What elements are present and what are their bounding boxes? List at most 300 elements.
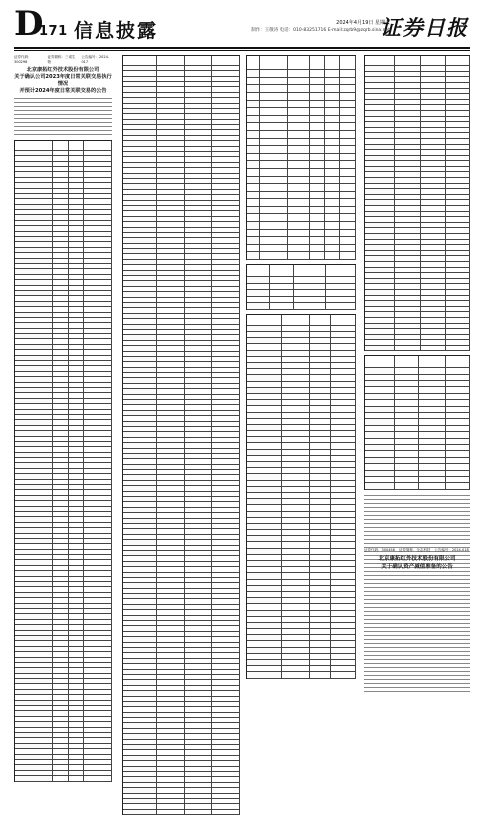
table-cell bbox=[69, 507, 84, 511]
table-cell bbox=[15, 453, 53, 457]
table-cell bbox=[185, 643, 212, 647]
table-cell bbox=[446, 83, 470, 88]
table-cell bbox=[310, 555, 331, 560]
table-cell bbox=[212, 675, 240, 679]
table-cell bbox=[212, 335, 240, 339]
table-cell bbox=[247, 177, 260, 184]
table-cell bbox=[282, 629, 310, 634]
table-cell bbox=[53, 334, 68, 338]
table-cell bbox=[247, 617, 282, 622]
table-cell bbox=[419, 445, 445, 450]
table-cell bbox=[157, 702, 185, 706]
table-cell bbox=[260, 245, 288, 252]
table-cell bbox=[421, 56, 445, 65]
table-cell bbox=[421, 240, 445, 245]
table-cell bbox=[421, 234, 445, 239]
table-cell bbox=[365, 290, 395, 295]
table-cell bbox=[123, 276, 157, 280]
table-cell bbox=[69, 313, 84, 317]
table-cell bbox=[212, 130, 240, 134]
table-cell bbox=[123, 104, 157, 108]
table-cell bbox=[446, 368, 470, 373]
table-cell bbox=[53, 550, 68, 554]
table-cell bbox=[310, 542, 331, 547]
table-cell bbox=[395, 335, 421, 340]
table-cell bbox=[53, 706, 68, 710]
table-cell bbox=[331, 524, 356, 529]
table-cell bbox=[84, 690, 112, 694]
table-cell bbox=[288, 230, 310, 237]
table-cell bbox=[282, 654, 310, 659]
table-cell bbox=[185, 761, 212, 765]
table-cell bbox=[123, 98, 157, 102]
table-cell bbox=[53, 399, 68, 403]
table-cell bbox=[446, 66, 470, 71]
table-row bbox=[365, 483, 470, 489]
table-cell bbox=[123, 357, 157, 361]
table-cell bbox=[15, 426, 53, 430]
table-cell bbox=[185, 691, 212, 695]
table-cell bbox=[185, 438, 212, 442]
table-cell bbox=[446, 419, 470, 424]
table-cell bbox=[157, 373, 185, 377]
table-cell bbox=[84, 701, 112, 705]
table-cell bbox=[185, 810, 212, 814]
table-cell bbox=[69, 410, 84, 414]
table-cell bbox=[53, 356, 68, 360]
table-cell bbox=[185, 524, 212, 528]
table-cell bbox=[123, 233, 157, 237]
table-cell bbox=[365, 139, 395, 144]
table-cell bbox=[247, 93, 260, 100]
table-cell bbox=[212, 184, 240, 188]
table-cell bbox=[157, 653, 185, 657]
table-cell bbox=[84, 313, 112, 317]
table-cell bbox=[282, 549, 310, 554]
table-cell bbox=[325, 78, 340, 85]
table-cell bbox=[157, 179, 185, 183]
table-cell bbox=[157, 211, 185, 215]
table-cell bbox=[84, 555, 112, 559]
table-cell bbox=[212, 691, 240, 695]
data-table bbox=[364, 55, 470, 351]
table-cell bbox=[419, 394, 445, 399]
table-cell bbox=[325, 108, 340, 115]
table-cell bbox=[365, 111, 395, 116]
table-cell bbox=[212, 432, 240, 436]
table-cell bbox=[310, 70, 325, 77]
table-cell bbox=[15, 663, 53, 667]
table-cell bbox=[446, 279, 470, 284]
table-cell bbox=[157, 195, 185, 199]
table-cell bbox=[310, 660, 331, 665]
table-cell bbox=[123, 427, 157, 431]
table-cell bbox=[395, 172, 421, 177]
table-cell bbox=[419, 381, 445, 386]
table-cell bbox=[212, 281, 240, 285]
table-cell bbox=[53, 668, 68, 672]
table-cell bbox=[185, 411, 212, 415]
table-cell bbox=[53, 167, 68, 171]
table-cell bbox=[157, 325, 185, 329]
table-cell bbox=[185, 621, 212, 625]
table-cell bbox=[282, 493, 310, 498]
table-cell bbox=[123, 330, 157, 334]
table-cell bbox=[421, 189, 445, 194]
table-cell bbox=[123, 395, 157, 399]
table-cell bbox=[325, 139, 340, 146]
table-cell bbox=[340, 116, 356, 123]
table-cell bbox=[212, 573, 240, 577]
table-cell bbox=[421, 111, 445, 116]
table-cell bbox=[288, 161, 310, 168]
table-cell bbox=[446, 312, 470, 317]
table-cell bbox=[185, 389, 212, 393]
table-cell bbox=[185, 184, 212, 188]
table-cell bbox=[69, 141, 84, 150]
table-cell bbox=[69, 248, 84, 252]
table-cell bbox=[123, 130, 157, 134]
table-cell bbox=[365, 206, 395, 211]
table-cell bbox=[69, 415, 84, 419]
table-cell bbox=[247, 363, 282, 368]
table-cell bbox=[157, 589, 185, 593]
table-cell bbox=[84, 210, 112, 214]
table-cell bbox=[395, 324, 421, 329]
table-cell bbox=[421, 245, 445, 250]
table-cell bbox=[395, 128, 421, 133]
table-cell bbox=[288, 237, 310, 244]
table-cell bbox=[185, 680, 212, 684]
table-cell bbox=[69, 614, 84, 618]
table-cell bbox=[123, 260, 157, 264]
table-cell bbox=[446, 251, 470, 256]
table-cell bbox=[15, 593, 53, 597]
table-cell bbox=[123, 87, 157, 91]
table-cell bbox=[157, 238, 185, 242]
table-cell bbox=[247, 413, 282, 418]
table-cell bbox=[310, 450, 331, 455]
table-cell bbox=[15, 404, 53, 408]
table-cell bbox=[84, 226, 112, 230]
table-cell bbox=[212, 298, 240, 302]
table-cell bbox=[53, 744, 68, 748]
table-cell bbox=[15, 167, 53, 171]
table-cell bbox=[260, 161, 288, 168]
table-cell bbox=[247, 518, 282, 523]
table-cell bbox=[69, 571, 84, 575]
table-cell bbox=[395, 307, 421, 312]
table-cell bbox=[212, 330, 240, 334]
table-cell bbox=[84, 760, 112, 764]
table-cell bbox=[446, 273, 470, 278]
table-cell bbox=[340, 252, 356, 259]
table-cell bbox=[185, 93, 212, 97]
table-cell bbox=[212, 244, 240, 248]
table-cell bbox=[123, 400, 157, 404]
table-cell bbox=[185, 265, 212, 269]
table-row bbox=[247, 131, 356, 139]
table-cell bbox=[185, 168, 212, 172]
table-cell bbox=[212, 637, 240, 641]
table-cell bbox=[212, 659, 240, 663]
table-cell bbox=[212, 756, 240, 760]
table-cell bbox=[331, 536, 356, 541]
table-cell bbox=[395, 375, 419, 380]
table-cell bbox=[53, 760, 68, 764]
table-cell bbox=[185, 125, 212, 129]
table-cell bbox=[212, 157, 240, 161]
table-cell bbox=[84, 501, 112, 505]
table-cell bbox=[247, 146, 260, 153]
table-cell bbox=[123, 583, 157, 587]
table-cell bbox=[212, 87, 240, 91]
table-cell bbox=[123, 567, 157, 571]
table-cell bbox=[53, 722, 68, 726]
table-cell bbox=[157, 502, 185, 506]
table-cell bbox=[53, 674, 68, 678]
table-cell bbox=[53, 237, 68, 241]
table-cell bbox=[365, 483, 395, 488]
table-cell bbox=[331, 406, 356, 411]
table-cell bbox=[446, 178, 470, 183]
table-cell bbox=[123, 109, 157, 113]
table-cell bbox=[69, 663, 84, 667]
table-cell bbox=[185, 362, 212, 366]
table-cell bbox=[446, 307, 470, 312]
table-cell bbox=[446, 451, 470, 456]
table-cell bbox=[212, 718, 240, 722]
table-cell bbox=[331, 672, 356, 677]
table-cell bbox=[69, 232, 84, 236]
table-cell bbox=[157, 87, 185, 91]
table-cell bbox=[53, 496, 68, 500]
table-cell bbox=[84, 534, 112, 538]
table-row bbox=[365, 346, 470, 352]
table-cell bbox=[157, 190, 185, 194]
table-cell bbox=[270, 284, 295, 290]
table-cell bbox=[421, 262, 445, 267]
table-cell bbox=[247, 641, 282, 646]
table-cell bbox=[69, 555, 84, 559]
table-cell bbox=[185, 772, 212, 776]
table-cell bbox=[69, 307, 84, 311]
table-cell bbox=[53, 776, 68, 780]
table-cell bbox=[331, 344, 356, 349]
table-cell bbox=[331, 413, 356, 418]
table-cell bbox=[84, 388, 112, 392]
table-cell bbox=[395, 251, 421, 256]
table-row bbox=[247, 184, 356, 192]
masthead-rule-thin bbox=[14, 50, 470, 51]
table-cell bbox=[157, 513, 185, 517]
table-cell bbox=[157, 616, 185, 620]
table-cell bbox=[325, 169, 340, 176]
table-cell bbox=[331, 326, 356, 331]
table-cell bbox=[53, 555, 68, 559]
table-cell bbox=[15, 560, 53, 564]
table-cell bbox=[69, 523, 84, 527]
table-cell bbox=[282, 400, 310, 405]
table-cell bbox=[123, 292, 157, 296]
table-cell bbox=[395, 145, 421, 150]
table-cell bbox=[282, 648, 310, 653]
table-cell bbox=[185, 659, 212, 663]
table-cell bbox=[446, 400, 470, 405]
table-cell bbox=[157, 718, 185, 722]
table-cell bbox=[15, 350, 53, 354]
table-cell bbox=[421, 301, 445, 306]
table-cell bbox=[212, 109, 240, 113]
table-cell bbox=[69, 684, 84, 688]
table-cell bbox=[84, 356, 112, 360]
table-cell bbox=[340, 222, 356, 229]
table-cell bbox=[123, 610, 157, 614]
table-cell bbox=[157, 481, 185, 485]
table-cell bbox=[446, 477, 470, 482]
table-cell bbox=[185, 228, 212, 232]
table-cell bbox=[69, 167, 84, 171]
table-cell bbox=[123, 298, 157, 302]
table-row bbox=[247, 139, 356, 147]
table-cell bbox=[421, 83, 445, 88]
table-cell bbox=[53, 539, 68, 543]
table-cell bbox=[421, 77, 445, 82]
table-cell bbox=[69, 544, 84, 548]
table-cell bbox=[123, 228, 157, 232]
table-cell bbox=[310, 481, 331, 486]
table-cell bbox=[331, 338, 356, 343]
table-cell bbox=[53, 480, 68, 484]
table-cell bbox=[365, 94, 395, 99]
table-cell bbox=[123, 454, 157, 458]
table-cell bbox=[15, 383, 53, 387]
table-cell bbox=[15, 744, 53, 748]
table-cell bbox=[53, 620, 68, 624]
table-cell bbox=[69, 728, 84, 732]
table-cell bbox=[84, 512, 112, 516]
table-cell bbox=[123, 578, 157, 582]
table-cell bbox=[212, 632, 240, 636]
table-cell bbox=[123, 637, 157, 641]
table-cell bbox=[331, 315, 356, 325]
table-cell bbox=[310, 635, 331, 640]
table-cell bbox=[15, 571, 53, 575]
table-cell bbox=[282, 567, 310, 572]
table-cell bbox=[212, 616, 240, 620]
table-cell bbox=[157, 465, 185, 469]
table-cell bbox=[157, 583, 185, 587]
table-cell bbox=[395, 381, 419, 386]
table-cell bbox=[310, 505, 331, 510]
table-cell bbox=[212, 589, 240, 593]
table-cell bbox=[365, 394, 395, 399]
table-cell bbox=[310, 338, 331, 343]
table-cell bbox=[123, 486, 157, 490]
table-cell bbox=[53, 571, 68, 575]
table-cell bbox=[123, 71, 157, 75]
table-cell bbox=[15, 162, 53, 166]
table-cell bbox=[123, 201, 157, 205]
table-cell bbox=[69, 237, 84, 241]
table-cell bbox=[421, 228, 445, 233]
table-cell bbox=[185, 723, 212, 727]
table-cell bbox=[212, 378, 240, 382]
table-row bbox=[247, 177, 356, 185]
table-cell bbox=[185, 567, 212, 571]
date-line: 2024年4月19日 星期五 bbox=[336, 20, 390, 26]
table-cell bbox=[123, 804, 157, 808]
table-cell bbox=[446, 464, 470, 469]
table-cell bbox=[123, 492, 157, 496]
table-cell bbox=[53, 296, 68, 300]
table-cell bbox=[157, 384, 185, 388]
table-cell bbox=[157, 524, 185, 528]
table-cell bbox=[15, 512, 53, 516]
table-cell bbox=[185, 486, 212, 490]
table-cell bbox=[15, 248, 53, 252]
column-4 bbox=[364, 55, 470, 584]
table-cell bbox=[365, 256, 395, 261]
table-cell bbox=[446, 439, 470, 444]
table-cell bbox=[69, 706, 84, 710]
table-cell bbox=[340, 230, 356, 237]
table-header-row bbox=[15, 141, 112, 151]
table-cell bbox=[325, 192, 340, 199]
table-cell bbox=[212, 147, 240, 151]
table-cell bbox=[446, 445, 470, 450]
table-cell bbox=[212, 179, 240, 183]
table-cell bbox=[123, 206, 157, 210]
table-cell bbox=[157, 686, 185, 690]
table-cell bbox=[247, 450, 282, 455]
table-cell bbox=[157, 184, 185, 188]
table-cell bbox=[288, 139, 310, 146]
table-cell bbox=[310, 443, 331, 448]
table-cell bbox=[84, 221, 112, 225]
table-cell bbox=[326, 303, 356, 309]
table-cell bbox=[69, 474, 84, 478]
table-cell bbox=[421, 340, 445, 345]
table-cell bbox=[247, 101, 260, 108]
table-cell bbox=[310, 78, 325, 85]
table-cell bbox=[157, 265, 185, 269]
table-cell bbox=[69, 722, 84, 726]
table-cell bbox=[212, 422, 240, 426]
table-cell bbox=[15, 474, 53, 478]
table-cell bbox=[446, 128, 470, 133]
table-cell bbox=[69, 242, 84, 246]
table-cell bbox=[53, 765, 68, 769]
table-cell bbox=[325, 252, 340, 259]
table-cell bbox=[15, 415, 53, 419]
table-cell bbox=[123, 767, 157, 771]
table-cell bbox=[84, 647, 112, 651]
table-cell bbox=[212, 395, 240, 399]
table-cell bbox=[365, 381, 395, 386]
table-header-row bbox=[123, 56, 240, 66]
table-cell bbox=[446, 167, 470, 172]
table-cell bbox=[247, 56, 260, 69]
table-cell bbox=[260, 131, 288, 138]
table-cell bbox=[365, 432, 395, 437]
table-row bbox=[247, 101, 356, 109]
table-cell bbox=[395, 268, 421, 273]
table-cell bbox=[395, 296, 421, 301]
table-cell bbox=[84, 329, 112, 333]
table-cell bbox=[69, 593, 84, 597]
table-cell bbox=[446, 223, 470, 228]
